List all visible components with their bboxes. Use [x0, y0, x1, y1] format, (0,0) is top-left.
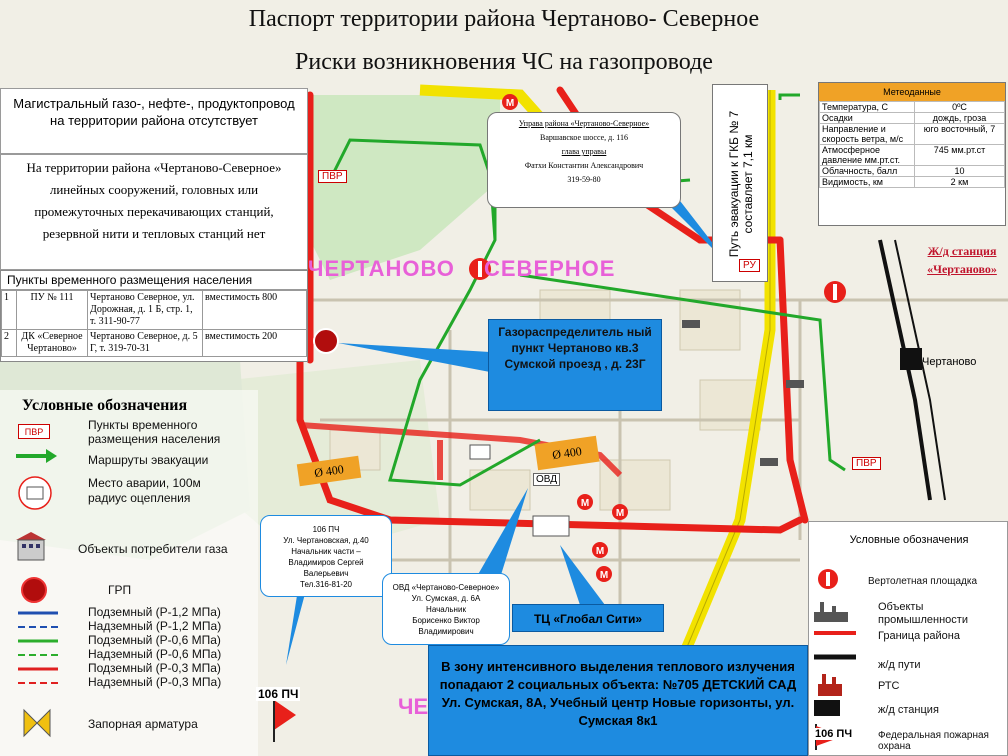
svg-text:М: М	[505, 98, 515, 109]
svg-text:М: М	[580, 498, 590, 509]
ovd-line: Владимирович	[418, 627, 474, 636]
rail-line-icon	[812, 652, 858, 662]
accident-radius-icon	[18, 476, 52, 510]
meteo-title: Метеоданные	[819, 83, 1005, 101]
station-icon	[900, 348, 922, 370]
legend-item-label: Подземный (Р-0,3 МПа)	[88, 661, 221, 675]
row-num: 1	[2, 291, 17, 330]
svg-text:М: М	[595, 546, 605, 557]
meteo-label: Температура, С	[820, 102, 915, 113]
ru-marker: РУ	[739, 259, 760, 272]
meteo-label: Видимость, км	[820, 177, 915, 188]
table-row	[2, 291, 307, 330]
population-points-table	[0, 270, 308, 362]
fire-station-callout	[260, 515, 392, 597]
meteo-row	[820, 124, 1005, 145]
grp-marker	[314, 329, 338, 353]
station-label: Ж/д станция «Чертаново»	[927, 244, 997, 276]
legend-item-label: Маршруты эвакуации	[88, 453, 209, 467]
meteo-value: 745 мм.рт.ст	[915, 145, 1005, 166]
fire-brigade-flag-label: 106 ПЧ	[815, 728, 853, 740]
meteo-row	[820, 113, 1005, 124]
gas-consumer-icon	[14, 530, 48, 562]
legend-item-label: Объекты потребители газа	[78, 542, 228, 556]
admin-line: 319-59-80	[567, 175, 601, 184]
pvr-marker: ПВР	[318, 170, 347, 183]
row-capacity: вместимость 800	[203, 291, 307, 330]
meteo-value: юго восточный, 7	[915, 124, 1005, 145]
legend-right-label: РТС	[878, 680, 900, 692]
legend-right-label: Объекты промышленности	[878, 601, 968, 626]
mall-callout: ТЦ «Глобал Сити»	[512, 604, 664, 632]
fire-line: Владимиров Сергей	[288, 558, 364, 567]
ovd-line: ОВД «Чертаново-Северное»	[392, 583, 500, 592]
admin-line: Фатхи Константин Александрович	[524, 161, 644, 170]
meteo-label: Атмосферное давление мм.рт.ст.	[820, 145, 915, 166]
legend-item-label: Подземный (Р-0,6 МПа)	[88, 633, 221, 647]
legend-right-label: ж/д станция	[878, 704, 939, 716]
mall-building-icon	[533, 516, 569, 536]
linear-info: На территории района «Чертаново-Северное» линейных сооружений, головных или промежуточных перекачивающих станций, резервной нити и тепловых станций нет	[0, 154, 308, 270]
title-line-2: Риски возникновения ЧС на газопроводе	[295, 49, 713, 75]
meteo-label: Облачность, балл	[820, 166, 915, 177]
heat-zone-callout: В зону интенсивного выделения теплового излучения попадают 2 социальных объекта: №705 ДЕТСКИЙ САД Ул. Сумская, 8А, Учебный центр Новые горизонты, ул. Сумская 8к1	[428, 645, 808, 756]
meteo-value: 0ºС	[915, 102, 1005, 113]
fire-line: Ул. Чертановская, д.40	[283, 536, 369, 545]
legend-right-label: Федеральная пожарная охрана	[878, 730, 989, 752]
admin-line: Варшавское шоссе, д. 116	[540, 133, 628, 142]
district-admin-callout	[487, 112, 681, 208]
fire-line: Тел.316-81-20	[300, 580, 352, 589]
legend-item-label: ГРП	[108, 583, 132, 597]
table-row	[2, 330, 307, 357]
legend-item-label: Запорная арматура	[88, 717, 198, 731]
fire-flag-label: 106 ПЧ	[258, 687, 299, 701]
legend-left-title: Условные обозначения	[22, 397, 188, 414]
rail-station-icon	[812, 698, 842, 718]
legend-right-title: Условные обозначения	[849, 534, 969, 546]
meteo-value: 10	[915, 166, 1005, 177]
svg-text:М: М	[599, 570, 609, 581]
legend-right-label: ж/д пути	[878, 659, 921, 671]
row-name: ПУ № 111	[17, 291, 88, 330]
building-icon	[470, 445, 490, 459]
boundary-line-icon	[812, 628, 858, 638]
fire-line: Начальник части –	[291, 547, 361, 556]
district-name-1: ЧЕРТАНОВО	[308, 256, 455, 281]
meteo-value: 2 км	[915, 177, 1005, 188]
meteo-row	[820, 177, 1005, 188]
ovd-line: Борисенко Виктор	[412, 616, 480, 625]
fire-line: Валерьевич	[303, 569, 349, 578]
chertanovo-label: Чертаново	[922, 356, 977, 368]
district-name-2: СЕВЕРНОЕ	[484, 256, 616, 281]
ovd-marker: ОВД	[533, 473, 560, 486]
pipe-legend-lines	[16, 606, 60, 700]
admin-line: глава управы	[561, 147, 607, 156]
legend-item-label: Место аварии, 100м радиус оцепления	[88, 476, 201, 505]
evac-route-text: Путь эвакуации к ГКБ № 7 составляет 7,1 км	[727, 110, 755, 258]
row-num: 2	[2, 330, 17, 357]
legend-item-label: Подземный (Р-1,2 МПа)	[88, 605, 221, 619]
row-name: ДК «Северное Чертаново»	[17, 330, 88, 357]
legend-item-label: Надземный (Р-0,3 МПа)	[88, 675, 222, 689]
industry-icon	[812, 600, 850, 624]
meteo-row	[820, 166, 1005, 177]
meteo-panel	[818, 82, 1006, 226]
ovd-callout	[382, 573, 510, 645]
meteo-label: Осадки	[820, 113, 915, 124]
helipad-icon	[817, 568, 839, 590]
pvr-marker: ПВР	[852, 457, 881, 470]
grp-icon	[20, 576, 48, 604]
pipeline-info: Магистральный газо-, нефте-, продуктопровод на территории района отсутствует	[0, 88, 308, 154]
valve-icon	[22, 708, 52, 738]
pipe-diameter-2: Ø 400	[534, 436, 599, 470]
legend-item-label: Надземный (Р-0,6 МПа)	[88, 647, 222, 661]
grp-callout: Газораспределитель ный пункт Чертаново кв.3 Сумской проезд , д. 23Г	[488, 319, 662, 411]
legend-right-label: Вертолетная площадка	[868, 576, 978, 587]
meteo-row	[820, 145, 1005, 166]
population-points-title: Пункты временного размещения населения	[1, 271, 307, 290]
row-capacity: вместимость 200	[203, 330, 307, 357]
rts-icon	[816, 672, 846, 698]
evac-arrow-icon	[14, 448, 58, 464]
meteo-row	[820, 102, 1005, 113]
legend-right-label: Граница района	[878, 630, 960, 642]
ovd-line: Начальник	[426, 605, 466, 614]
district-name-south: ЧЕ	[398, 694, 429, 719]
row-address: Чертаново Северное, д. 5 Г, т. 319-70-31	[88, 330, 203, 357]
fire-line: 106 ПЧ	[312, 525, 340, 534]
pipe-diameter-1: Ø 400	[297, 456, 361, 486]
legend-item-label: Надземный (Р-1,2 МПа)	[88, 619, 222, 633]
meteo-label: Направление и скорость ветра, м/с	[820, 124, 915, 145]
row-address: Чертаново Северное, ул. Дорожная, д. 1 Б, стр. 1, т. 311-90-77	[88, 291, 203, 330]
meteo-value: дождь, гроза	[915, 113, 1005, 124]
title-line-1: Паспорт территории района Чертаново- Северное	[248, 6, 760, 32]
svg-text:М: М	[615, 508, 625, 519]
pvr-legend-icon: ПВР	[18, 424, 50, 439]
admin-line: Управа района «Чертаново-Северное»	[518, 119, 650, 128]
evac-route-box	[712, 84, 768, 282]
ovd-line: Ул. Сумская, д. 6А	[411, 594, 481, 603]
legend-item-label: Пункты временного размещения населения	[88, 418, 221, 446]
